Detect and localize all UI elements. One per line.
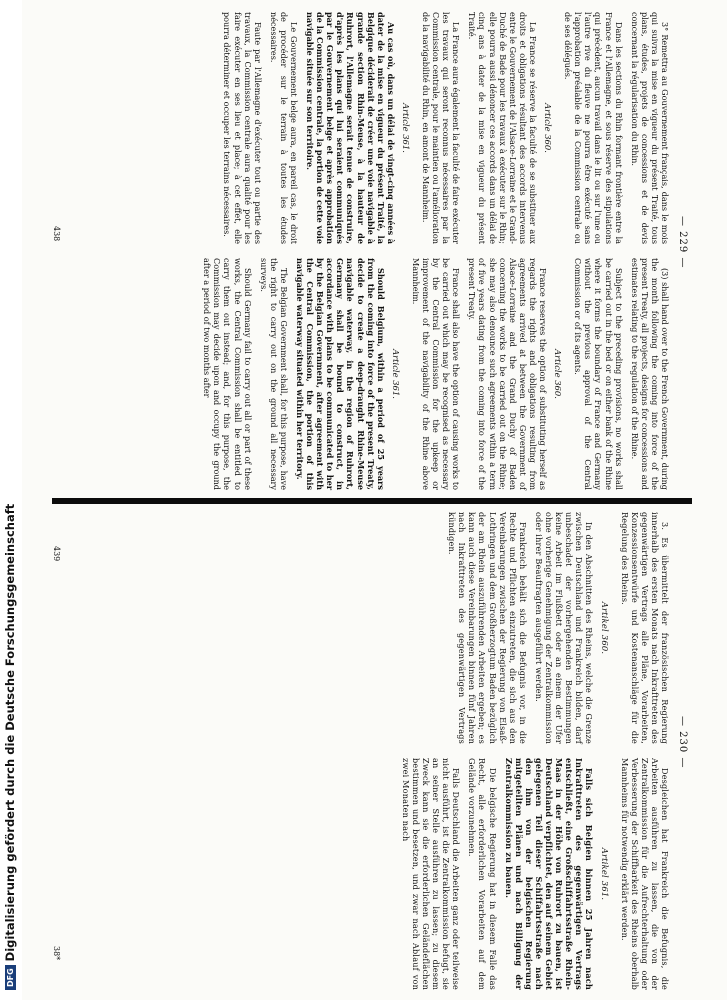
article-heading: Artikel 360. xyxy=(599,601,610,655)
rotated-spread xyxy=(52,6,692,996)
paragraph: 3° Remettra au Gouvernement français, dans le mois qui suivra la mise en vigueur du présent Traité, tous plans, études, projets de concessions et de devis concernant la régularisation du Rhin. xyxy=(629,12,670,244)
paragraph: In den Abschnitten des Rheins, welche die Grenze zwischen Deutschland und Frankreich bilden, darf unbeschadet der vorhergehenden Bestimmungen keine Arbeit im Flußbett oder an einem der Ufer ohne vorherige Genehmigung der Zentralkommission oder ihrer Beauftragten ausgeführt werden. xyxy=(533,512,595,744)
page-number: 438 xyxy=(52,226,61,242)
paragraph: Au cas où, dans un délai de vingt-cinq années à dater de la mise en vigueur du présent Traité, la Belgique déciderait de créer une voie navigable à grande section Rhin-Meuse, à la hauteur de Ruhrort, l'Allemagne serait tenue de construire, d'après les plans qui lui seraient communiqués par le Gouvernement belge et après approbation de la Commission centrale, la portion de cette voie navigable située sur son territoire. xyxy=(305,12,396,244)
paragraph: Frankreich behält sich die Befugnis vor, in die Rechte und Pflichten einzutreten, die sich aus den Vereinbarungen zwischen der Regierung von Elsaß-Lothringen und dem Großherzogtum Baden bezüglich der am Rhein auszuführenden Arbeiten ergeben; es kann auch diese Vereinbarungen binnen fünf Jahren nach Inkrafttreten des gegenwärtigen Vertrags kündigen. xyxy=(447,512,528,744)
article-heading: Article 361. xyxy=(390,349,401,399)
gutter-divider xyxy=(52,498,692,504)
english-column xyxy=(64,258,670,490)
paragraph: Le Gouvernement belge aura, en pareil cas, le droit de procéder sur le terrain à toutes les études nécessaires. xyxy=(268,12,299,244)
article-heading: Article 360. xyxy=(543,103,554,153)
article-heading: Article 360. xyxy=(553,349,564,399)
dfg-logo-icon: DFG xyxy=(5,965,16,990)
watermark-caption: Digitalisierung gefördert durch die Deutsche Forschungsgemeinschaft xyxy=(3,503,17,962)
running-head: — 229 — xyxy=(677,216,688,269)
right-page xyxy=(52,506,692,996)
paragraph: Should Belgium, within a period of 25 years from the coming into force of the present Treaty, decide to create a deep-draught Rhine-Meuse navigable waterway, in the region of Ruhrort, Germany shall be bound to construct, in accordance with plans to be communicated to her by the Belgian Government, after agreement with the Central Commission, the portion of this navigable waterway situated within her territory. xyxy=(295,258,386,490)
german-column-2 xyxy=(64,758,670,990)
paragraph: 3. Es übermittelt der französischen Regierung innerhalb des ersten Monats nach Inkrafttreten des gegenwärtigen Vertrags alle Pläne, Vorarbeiten, Konzessionsentwürfe und Kostenanschläge für die Regelung des Rheins. xyxy=(619,512,670,744)
paragraph: Falls Deutschland die Arbeiten ganz oder teilweise nicht ausführt, ist die Zentralkommission befugt, sie an seiner Stelle ausführen zu lassen; zu diesem Zweck kann sie die erforderlichen Geländeflächen bestimmen und besetzen, und zwar nach Ablauf von zwei Monaten nach xyxy=(400,758,462,990)
paragraph: (3) shall hand over to the French Government, during the month following the coming into force of the present Treaty, all projects, designs for concessions and estimates relating to the regulation of the Rhine. xyxy=(629,258,670,490)
paragraph: France reserves the option of substituting herself as regards the rights and obligations resulting from agreements arrived at between the Government of Alsace-Lorraine and the Grand Duchy of Baden concerning the works to be carried out on the Rhine; she may also denounce such agreements within a term of five years dating from the coming into force of the present Treaty. xyxy=(467,258,549,490)
paragraph: France shall also have the option of causing works to be carried out which may be recognised as necessary by the Central Commission for the upkeep or improvement of the navigability of the Rhine above Mannheim. xyxy=(410,258,462,490)
article-heading: Artikel 361. xyxy=(599,847,610,901)
paragraph: Die belgische Regierung hat in diesem Falle das Recht, alle erforderlichen Vorarbeiten auf dem Gelände vorzunehmen. xyxy=(467,758,498,990)
paragraph: The Belgian Government shall, for this purpose, have the right to carry out on the ground all necessary surveys. xyxy=(258,258,289,490)
french-column xyxy=(64,12,670,244)
paragraph: La France aura également la faculté de faire exécuter les travaux qui seront reconnus nécessaires par la Commission centrale, pour le maintien ou l'amélioration de la navigabilité du Rhin, en amont de Mannheim. xyxy=(421,12,462,244)
paragraph: Should Germany fail to carry out all or part of these works, the Central Commission shall be entitled to carry them out instead; and, for this purpose, the Commission may decide upon and occupy the ground after a period of two months after xyxy=(202,258,253,490)
text-columns xyxy=(64,512,670,990)
paragraph: La France se réserve la faculté de se substituer aux droits et obligations résultant des accords intervenus entre le Gouvernement de l'Alsace-Lorraine et le Grand-Duché de Bade pour les travaux à exécuter sur le Rhin; elle pourra aussi dénoncer ces accords dans un délai de cinq ans à dater de la mise en vigueur du présent Traité. xyxy=(467,12,538,244)
left-page xyxy=(52,6,692,496)
paragraph: Faute par l'Allemagne d'exécuter tout ou partie des travaux, la Commission centrale aura qualité pour les faire exécuter en ses lieu et place; à cet effet, elle pourra déterminer et occuper les terrains nécessaires. xyxy=(222,12,263,244)
signature-mark: 38* xyxy=(52,946,61,961)
paragraph: Falls sich Belgien binnen 25 Jahren nach Inkrafttreten des gegenwärtigen Vertrags entschließt, eine Großschiffahrtsstraße Rhein-Maas in der Höhe von Ruhrort zu bauen, ist Deutschland verpflichtet, den auf seinem Gebiet gelegenen Teil dieser Schiffahrtsstraße nach den ihm von der belgischen Regierung mitgeteilten Plänen und nach Billigung der Zentralkommission zu bauen. xyxy=(503,758,595,990)
running-head: — 230 — xyxy=(677,716,688,769)
paragraph: Desgleichen hat Frankreich die Befugnis, die Arbeiten ausführen zu lassen, die von der Zentralkommission für die Aufrechterhaltung oder Verbesserung der Schiffbarkeit des Rheins oberhalb Mannheims für notwendig erklärt werden. xyxy=(619,758,670,990)
dfg-watermark xyxy=(0,0,22,1000)
watermark-text xyxy=(3,504,17,990)
article-heading: Article 361. xyxy=(400,103,411,153)
german-column xyxy=(64,512,670,744)
text-columns xyxy=(64,12,670,490)
paragraph: Subject to the preceding provisions, no works shall be carried out in the bed or on either bank of the Rhine where it forms the boundary of France and Germany without the previous approval of the Central Commission or of its agents. xyxy=(573,258,624,490)
page-number: 439 xyxy=(52,546,61,562)
paragraph: Dans les sections du Rhin formant frontière entre la France et l'Allemagne, et sous réserve des stipulations qui précèdent, aucun travail dans le lit ou sur l'une ou l'autre rive du fleuve ne pourra être exécuté sans l'approbation préalable de la Commission centrale ou de ses délégués. xyxy=(563,12,624,244)
